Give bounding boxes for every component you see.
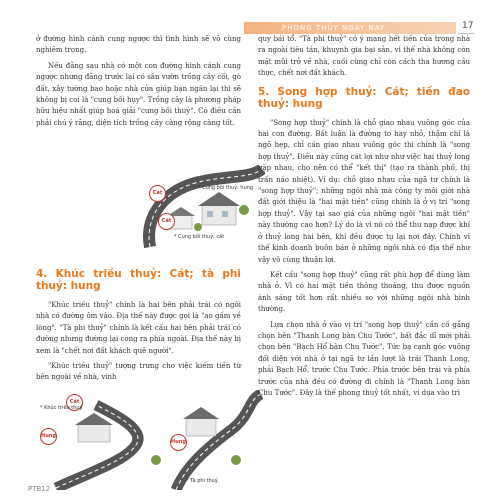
right-paragraph-1: quy bái tổ. "Tà phi thuỷ" có ý mang hết tiền của trong nhà ra ngoài tiêu tán, khuynh gia bại sản, vì thế nhà không còn mặt mũi trở về nhà, cuối cùng chỉ còn cách tha hương cầu thực, chết nơi đất khách. — [258, 35, 470, 78]
house-icon — [183, 407, 219, 436]
section-heading-4: 4. Khúc triều thuỷ: Cát; tà phi thuỷ: hung — [36, 268, 241, 292]
left-paragraph-3: "Khúc triều thuỷ" chính là hai bên phải trái có ngôi nhà có đường ôm vào. Địa thế này được gọi là "ao gấm về lòng". "Tà phi thuỷ" chính là kết cấu hai bên phải trái có đường nhưng đường lại cong ra phía ngoài. Địa thế này bị xem là "chết nơi đất khách quê người". — [36, 301, 241, 355]
left-column-top — [36, 34, 241, 129]
figure-caption-top: * Cung bối thuỷ: hung — [198, 185, 254, 191]
figure-caption-left: * Khúc triều thuỷ — [40, 405, 83, 411]
badge-hung-right: Hung — [170, 434, 187, 451]
figure-caption-right: * Tà phi thuỷ — [186, 478, 218, 484]
left-column-middle — [36, 262, 241, 384]
house-icon — [198, 192, 240, 225]
badge-cat-top: Cát — [149, 185, 166, 202]
badge-hung-left: Hung — [40, 428, 57, 445]
header-banner-text: PHONG THỦY NGÀY NAY — [282, 24, 386, 32]
figure-caption-bottom: * Cung bối thuỷ: cát — [174, 234, 225, 240]
left-paragraph-2: Nếu đằng sau nhà có một con đường hình cánh cung ngược nhưng đằng trước lại có sân vườn trồng cây cối, gò đất, xây tường bao hoặc nhà cửa giúp bạn ngăn lại thì sẽ không bị coi là "cung bối hụy". Trồng cây là phương pháp hữu hiệu nhất giúp hoá giải "cung bối thuỷ". Có điều cần phải chú ý rằng, diện tích trồng cây càng rộng càng tốt. — [36, 61, 241, 127]
section-heading-5: 5. Song hợp thuỷ: Cát; tiền đao thuỷ: hung — [258, 85, 470, 110]
left-paragraph-1: ở đường hình cánh cung ngược thì tình hình sẽ vô cùng nghiêm trọng. — [36, 35, 241, 55]
right-paragraph-3: Kết cấu "song hợp thuỷ" cũng rất phù hợp để dùng làm nhà ở. Vì có hai mặt tiền thông thoáng, thu được nguồn ánh sáng tốt hơn rất nhiều so với những ngôi nhà bình thường. — [258, 270, 470, 314]
figure-cung-boi-thuy — [140, 165, 265, 250]
footer-code: PTB12 — [28, 485, 51, 493]
right-paragraph-4: Lựa chọn nhà ở vào vị trí "song hợp thuỷ" cần cố gắng chọn bên "Thanh Long bàn Chu Tước", bất đắc dĩ mới phải chọn bên "Bạch Hổ bàn Chu Tước". Tức bạ cạnh góc vuông đối diện với nhà ở tại ngã tư lần lượt là trái Thanh Long, phải Bạch Hổ, trước Chu Tước. Phía trước bên trái và phía trước của nhà đều có đường đi chính là "Thanh Long bàn Chu Tước". Đây là thế phong thuỷ tốt nhất, ví dụa vào trì — [258, 320, 470, 397]
left-paragraph-4: "Khúc triều thuỷ" tượng trưng cho việc kiếm tiền từ bên ngoài về nhà, vinh — [36, 362, 241, 382]
badge-cat: Cát — [66, 394, 83, 411]
figure-khuc-trieu-thuy — [36, 390, 266, 490]
right-column — [258, 34, 470, 399]
page-number: 17 — [462, 21, 474, 31]
right-paragraph-2: "Song hợp thuỷ" chính là chỗ giao nhau vuông góc của hai con đường. Bất luận là đường to hay nhỏ, thậm chí là ngõ hẹp, chỉ cần giao nhau vuông góc thì chính là "song hợp thuỷ". Điều này cũng cát lợi như như việc hai thuỷ long gặp nhau, cho nên có thể "kết thị" (tạo ra thành phố, thị trấn náo nhiệt). Ví dụ: chỗ giao nhau của ngã tư chính là "song hợp thuỷ"; những ngôi nhà mà công ty môi giới nhà đất giới thiệu là "hai mặt tiền" cũng chính là ở vị trí "song hợp thuỷ". Vậy tại sao giá của những ngôi "hai mặt tiền" này thường cao hơn? Lý do là vì nó có thể thu nạp được khí ở thuỷ long hai bên, khí đều được tụ lại nơi đây. Chính vì thế kinh doanh buôn bán ở những ngôi nhà có địa thế như vậy vô cùng thuận lợi. — [258, 118, 470, 264]
house-icon — [75, 413, 113, 442]
badge-cat-bottom: Cát — [158, 213, 175, 230]
